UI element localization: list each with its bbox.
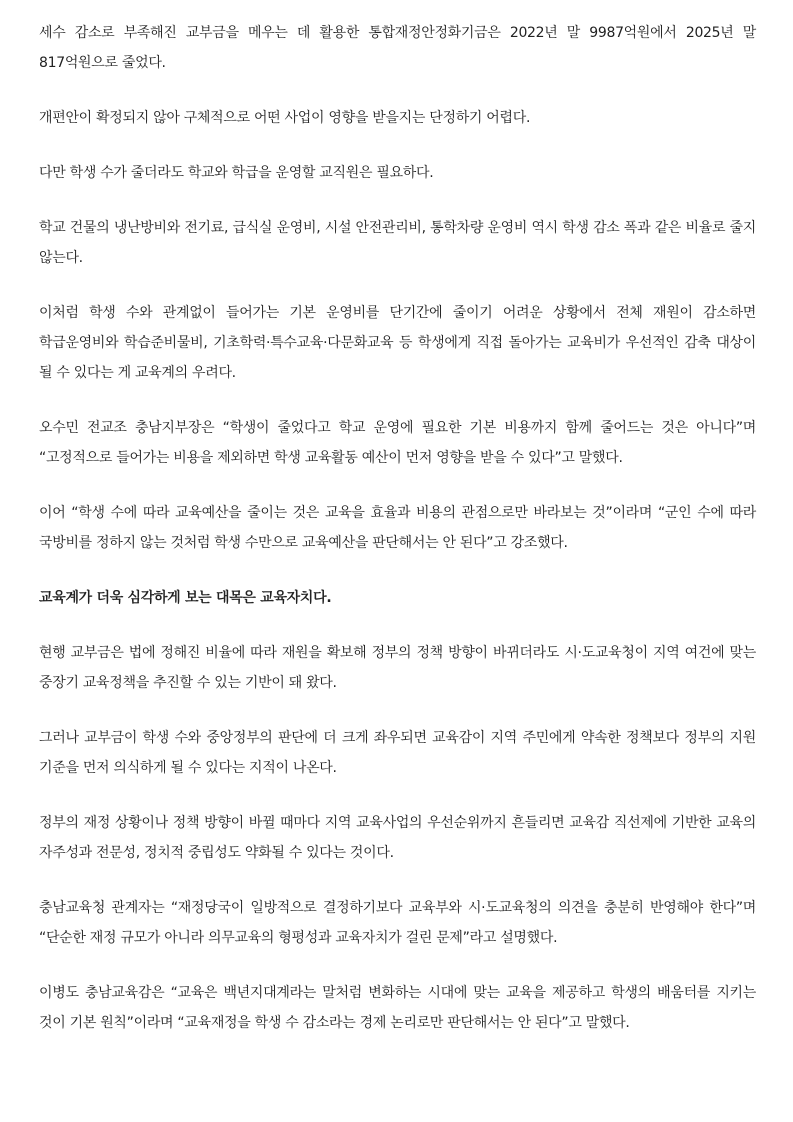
paragraph: 그러나 교부금이 학생 수와 중앙정부의 판단에 더 크게 좌우되면 교육감이 지역 주민에게 약속한 정책보다 정부의 지원 기준을 먼저 의식하게 될 수 있다는 지적이 나온다. [39,730,756,776]
paragraph: 이처럼 학생 수와 관계없이 들어가는 기본 운영비를 단기간에 줄이기 어려운 상황에서 전체 재원이 감소하면 학급운영비와 학습준비물비, 기초학력·특수교육·다문화교육 등 학생에게 직접 돌아가는 교육비가 우선적인 감축 대상이 될 수 있다는 게 교육계의 우려다. [39,305,756,381]
section-subheading: 교육계가 더욱 심각하게 보는 대목은 교육자치다. [39,590,332,606]
paragraph: 학교 건물의 냉난방비와 전기료, 급식실 운영비, 시설 안전관리비, 통학차량 운영비 역시 학생 감소 폭과 같은 비율로 줄지 않는다. [39,220,756,266]
paragraph: 세수 감소로 부족해진 교부금을 메우는 데 활용한 통합재정안정화기금은 2022년 말 9987억원에서 2025년 말 817억원으로 줄었다. [39,25,756,71]
paragraph: 개편안이 확정되지 않아 구체적으로 어떤 사업이 영향을 받을지는 단정하기 어렵다. [39,110,531,126]
paragraph-quote: 이어 “학생 수에 따라 교육예산을 줄이는 것은 교육을 효율과 비용의 관점으로만 바라보는 것”이라며 “군인 수에 따라 국방비를 정하지 않는 것처럼 학생 수만으로 교육예산을 판단해서는 안 된다”고 강조했다. [39,505,756,551]
article-body [39,18,756,1063]
paragraph-quote: 충남교육청 관계자는 “재정당국이 일방적으로 결정하기보다 교육부와 시·도교육청의 의견을 충분히 반영해야 한다”며 “단순한 재정 규모가 아니라 의무교육의 형평성과 교육자치가 걸린 문제”라고 설명했다. [39,900,756,946]
paragraph-quote: 오수민 전교조 충남지부장은 “학생이 줄었다고 학교 운영에 필요한 기본 비용까지 함께 줄어드는 것은 아니다”며 “고정적으로 들어가는 비용을 제외하면 학생 교육활동 예산이 먼저 영향을 받을 수 있다”고 말했다. [39,420,756,466]
paragraph: 다만 학생 수가 줄더라도 학교와 학급을 운영할 교직원은 필요하다. [39,165,434,181]
paragraph: 현행 교부금은 법에 정해진 비율에 따라 재원을 확보해 정부의 정책 방향이 바뀌더라도 시·도교육청이 지역 여건에 맞는 중장기 교육정책을 추진할 수 있는 기반이 돼 왔다. [39,645,756,691]
paragraph: 정부의 재정 상황이나 정책 방향이 바뀔 때마다 지역 교육사업의 우선순위까지 흔들리면 교육감 직선제에 기반한 교육의 자주성과 전문성, 정치적 중립성도 약화될 수 있다는 것이다. [39,815,756,861]
paragraph-quote: 이병도 충남교육감은 “교육은 백년지대계라는 말처럼 변화하는 시대에 맞는 교육을 제공하고 학생의 배움터를 지키는 것이 기본 원칙”이라며 “교육재정을 학생 수 감소라는 경제 논리로만 판단해서는 안 된다”고 말했다. [39,985,756,1031]
